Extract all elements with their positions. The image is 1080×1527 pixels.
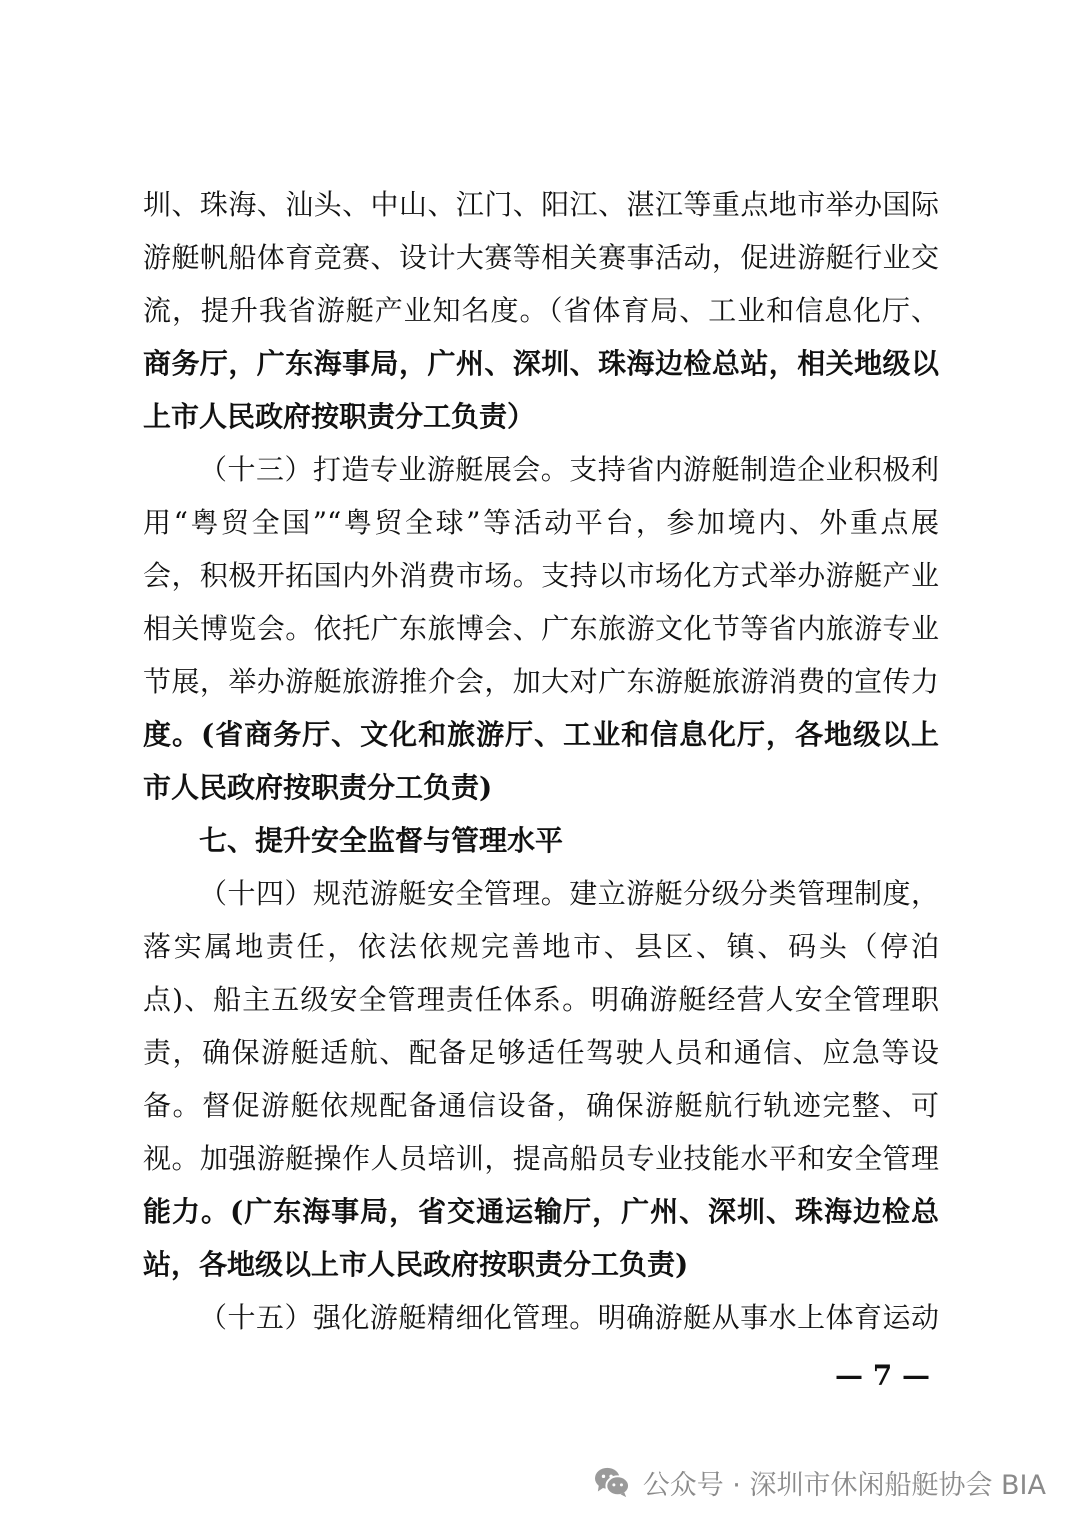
watermark	[593, 1456, 1046, 1508]
text-line: 相关博览会。依托广东旅博会、广东旅游文化节等省内旅游专业	[143, 612, 939, 645]
text-line: 点)、船主五级安全管理责任体系。明确游艇经营人安全管理职	[143, 983, 939, 1016]
text-line: 商务厅，广东海事局，广州、深圳、珠海边检总站，相关地级以	[143, 347, 939, 380]
body-text	[143, 178, 939, 1344]
text-line: （十三）打造专业游艇展会。支持省内游艇制造企业积极利	[199, 453, 939, 486]
text-line: 度。(省商务厅、文化和旅游厅、工业和信息化厅，各地级以上	[143, 718, 939, 751]
page-number: — 7 —	[835, 1359, 930, 1392]
text-line: 备。督促游艇依规配备通信设备，确保游艇航行轨迹完整、可	[143, 1089, 939, 1122]
wechat-icon	[593, 1465, 631, 1499]
section-heading: 七、提升安全监督与管理水平	[199, 824, 564, 857]
watermark-text: 公众号 · 深圳市休闲船艇协会 BIA	[642, 1469, 1046, 1501]
text-line: 视。加强游艇操作人员培训，提高船员专业技能水平和安全管理	[143, 1142, 939, 1175]
text-line: 上市人民政府按职责分工负责）	[143, 400, 536, 433]
text-line: 市人民政府按职责分工负责)	[143, 771, 493, 804]
text-line: 站，各地级以上市人民政府按职责分工负责)	[143, 1248, 689, 1281]
text-line: 落实属地责任，依法依规完善地市、县区、镇、码头（停泊	[143, 930, 939, 963]
text-line: 节展，举办游艇旅游推介会，加大对广东游艇旅游消费的宣传力	[143, 665, 939, 698]
text-line: 能力。(广东海事局，省交通运输厅，广州、深圳、珠海边检总	[143, 1195, 939, 1228]
text-line: 圳、珠海、汕头、中山、江门、阳江、湛江等重点地市举办国际	[143, 188, 939, 221]
text-line: 游艇帆船体育竞赛、设计大赛等相关赛事活动，促进游艇行业交	[143, 241, 939, 274]
text-line: 责，确保游艇适航、配备足够适任驾驶人员和通信、应急等设	[143, 1036, 939, 1069]
text-line: （十四）规范游艇安全管理。建立游艇分级分类管理制度，	[199, 877, 939, 910]
text-line: 流，提升我省游艇产业知名度。（省体育局、工业和信息化厅、	[143, 294, 939, 327]
text-line: 用“粤贸全国”“粤贸全球”等活动平台，参加境内、外重点展	[143, 506, 939, 539]
text-line: （十五）强化游艇精细化管理。明确游艇从事水上体育运动	[199, 1301, 939, 1334]
text-line: 会，积极开拓国内外消费市场。支持以市场化方式举办游艇产业	[143, 559, 939, 592]
